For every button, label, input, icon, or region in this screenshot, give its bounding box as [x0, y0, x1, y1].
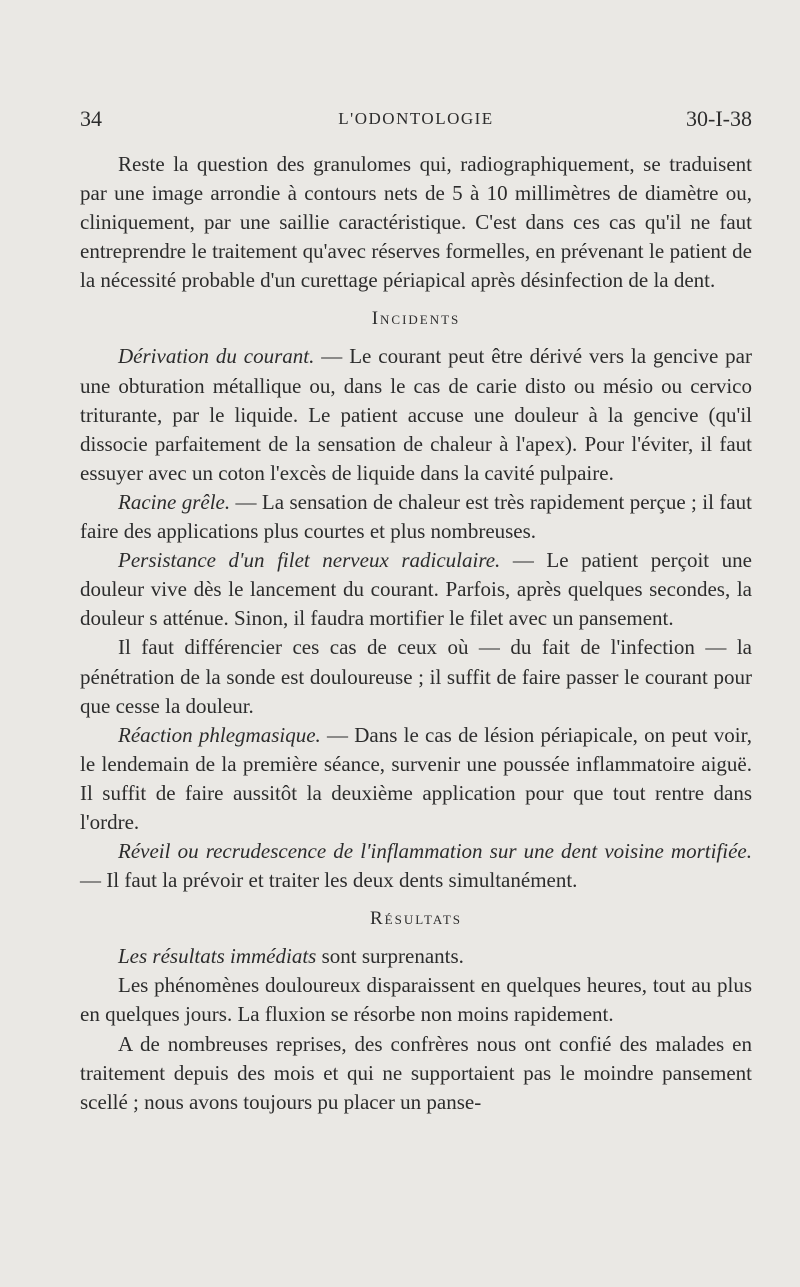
- running-header: [80, 106, 752, 136]
- paragraph-reaction: [80, 721, 752, 837]
- paragraph-text: sont surprenants.: [316, 944, 464, 969]
- section-heading-incidents: Incidents: [371, 308, 461, 330]
- paragraph-title: Persistance d'un filet nerveux radiculaire.: [118, 548, 501, 573]
- paragraph-text: — Il faut la prévoir et traiter les deux dents simultanément.: [80, 868, 578, 893]
- paragraph-resultats-immediats: [80, 942, 752, 971]
- paragraph-granulomes: Reste la question des granulomes qui, radiographiquement, se traduisent par une image arrondie à contours nets de 5 à 10 millimètres de diamètre ou, cliniquement, par une saillie caractéristique. C'est dans ces cas qu'il ne faut entreprendre le traitement qu'avec réserves formelles, en prévenant le patient de la nécessité probable d'un curettage périapical après désinfection de la dent.: [80, 152, 752, 293]
- journal-title: L'ODONTOLOGIE: [338, 109, 494, 128]
- paragraph-differencier: Il faut différencier ces cas de ceux où — du fait de l'infection — la pénétration de la sonde est douloureuse ; il suffit de faire passer le courant pour que cesse la douleur.: [80, 635, 752, 718]
- paragraph-title: Racine grêle.: [118, 489, 231, 514]
- page-number: 34: [80, 106, 102, 131]
- paragraph-reveil: [80, 837, 752, 895]
- paragraph-title: Réaction phlegmasique.: [118, 722, 321, 747]
- paragraph-text: — La sensation de chaleur est très rapidement perçue ; il faut faire des applications plus courtes et plus nombreuses.: [80, 489, 752, 544]
- paragraph-persistance: [80, 546, 752, 633]
- paragraph-racine-grele: [80, 488, 752, 546]
- paragraph-title: Dérivation du courant.: [118, 344, 315, 369]
- section-heading-resultats: Résultats: [370, 908, 462, 930]
- paragraph-derivation: [80, 342, 752, 487]
- paragraph-title: Les résultats immédiats: [118, 944, 317, 969]
- paragraph-confreres: A de nombreuses reprises, des confrères nous ont confié des malades en traitement depuis des mois et qui ne supportaient pas le moindre pansement scellé ; nous avons toujours pu placer un panse-: [80, 1031, 752, 1114]
- issue-date: 30-I-38: [686, 106, 752, 131]
- article-body: [80, 150, 752, 1117]
- paragraph-text: — Le courant peut être dérivé vers la gencive par une obturation métallique ou, dans le cas de carie disto ou mésio ou cervico triturante, par le liquide. Le patient accuse une douleur à la gencive (qu'il dissocie parfaitement de la sensation de chaleur à l'apex). Pour l'éviter, il faut essuyer avec un coton l'excès de liquide dans la cavité pulpaire.: [80, 344, 752, 485]
- paragraph-title: Réveil ou recrudescence de l'inflammation sur une dent voisine mortifiée.: [118, 839, 752, 864]
- paragraph-text: — Le patient perçoit une douleur vive dès le lancement du courant. Parfois, après quelques secondes, la douleur s atténue. Sinon, il faudra mortifier le filet avec un pansement.: [80, 548, 752, 631]
- paragraph-text: — Dans le cas de lésion périapicale, on peut voir, le lendemain de la première séance, survenir une poussée inflammatoire aiguë. Il suffit de faire aussitôt la deuxième application pour que tout rentre dans l'ordre.: [80, 722, 752, 834]
- paragraph-phenomenes: Les phénomènes douloureux disparaissent en quelques heures, tout au plus en quelques jours. La fluxion se résorbe non moins rapidement.: [80, 973, 752, 1027]
